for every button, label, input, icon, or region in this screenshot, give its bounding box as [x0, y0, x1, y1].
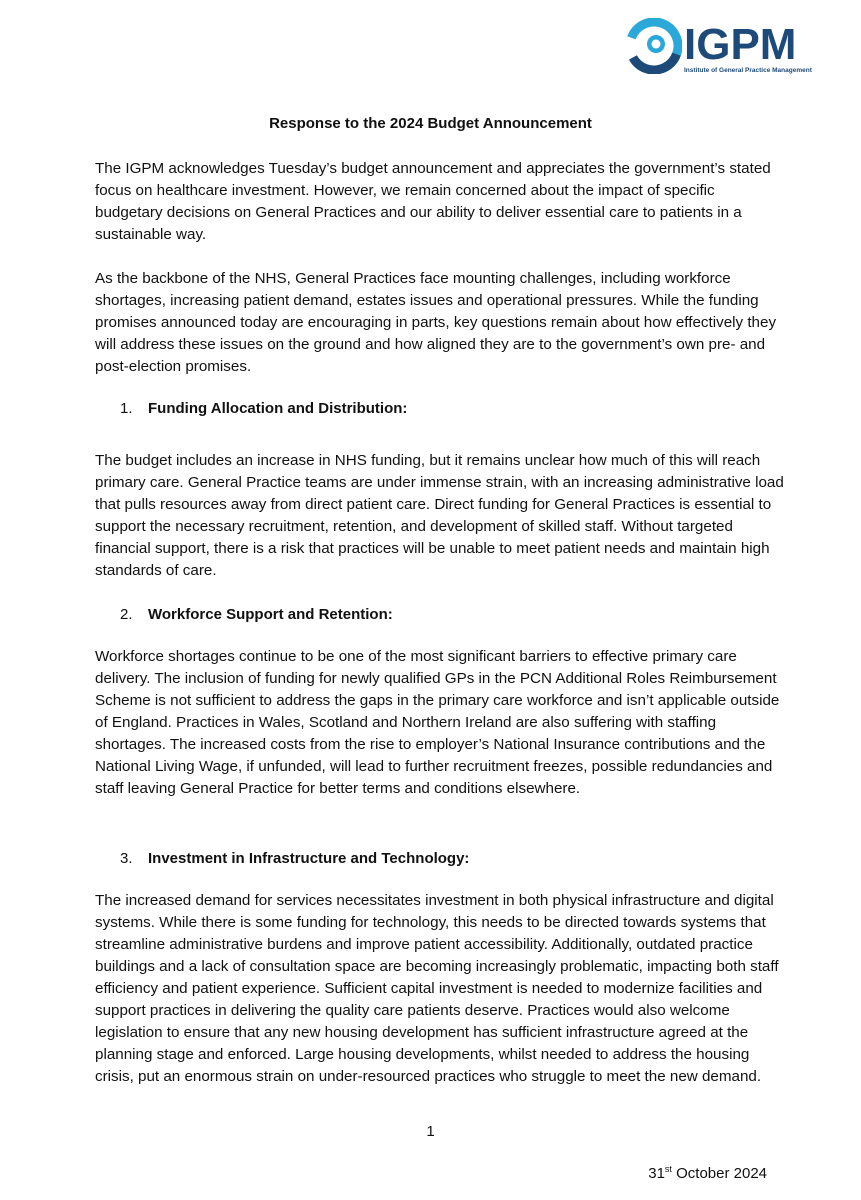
section-heading-text: Workforce Support and Retention:: [148, 606, 393, 623]
intro-paragraph-2: As the backbone of the NHS, General Practices face mounting challenges, including workforce shortages, increasing patient demand, estates issues and operational pressures. While the funding promises announced today are encouraging in parts, key questions remain about how effectively they will address these issues on the ground and how aligned they are to the government’s own pre- and post-election promises.: [95, 270, 777, 375]
page-number: 1: [426, 1123, 435, 1140]
section-heading-3: [120, 848, 469, 870]
logo-wordmark: IGPM: [684, 20, 797, 69]
section-number: 1.: [120, 400, 133, 417]
igpm-logo: [626, 18, 832, 78]
document-title: Response to the 2024 Budget Announcement: [269, 115, 592, 132]
section-heading-text: Funding Allocation and Distribution:: [148, 400, 408, 417]
igpm-swirl-icon: [626, 18, 682, 74]
section-number: 3.: [120, 850, 133, 867]
document-date: [648, 1159, 767, 1184]
date-rest: October 2024: [671, 1165, 767, 1182]
date-day: 31: [648, 1165, 665, 1182]
section-body-2: Workforce shortages continue to be one of the most significant barriers to effective primary care delivery. The inclusion of funding for newly qualified GPs in the PCN Additional Roles Reimbursement Scheme is not sufficient to address the gaps in the primary care workforce and isn’t applicable outside of England. Practices in Wales, Scotland and Northern Ireland are also suffering with staffing shortages. The increased costs from the rise to employer’s National Insurance contributions and the National Living Wage, if unfunded, will lead to further recruitment freezes, possible redundancies and staff leaving General Practice for better terms and conditions elsewhere.: [95, 648, 780, 797]
section-heading-2: [120, 604, 393, 626]
logo-subtitle: Institute of General Practice Management: [684, 67, 812, 74]
section-number: 2.: [120, 606, 133, 623]
section-heading-1: [120, 398, 407, 420]
section-heading-text: Investment in Infrastructure and Technology:: [148, 850, 470, 867]
intro-paragraph-1: The IGPM acknowledges Tuesday’s budget announcement and appreciates the government’s stated focus on healthcare investment. However, we remain concerned about the impact of specific budgetary decisions on General Practices and our ability to deliver essential care to patients in a sustainable way.: [95, 160, 771, 243]
date-suffix: st: [664, 1164, 672, 1174]
section-body-1: The budget includes an increase in NHS funding, but it remains unclear how much of this will reach primary care. General Practice teams are under immense strain, with an increasing administrative load that pulls resources away from direct patient care. Direct funding for General Practices is essential to support the necessary recruitment, retention, and development of skilled staff. Without targeted financial support, there is a risk that practices will be unable to meet patient needs and maintain high standards of care.: [95, 452, 784, 579]
section-body-3: The increased demand for services necessitates investment in both physical infrastructure and digital systems. While there is some funding for technology, this needs to be directed towards systems that streamline administrative burdens and improve patient accessibility. Additionally, outdated practice buildings and a lack of consultation space are becoming increasingly problematic, impacting both staff efficiency and patient experience. Sufficient capital investment is needed to modernize facilities and support practices in delivering the quality care patients deserve. Practices would also welcome legislation to ensure that any new housing development has sufficient infrastructure agreed at the planning stage and enforced. Large housing developments, whilst needed to address the housing crisis, put an enormous strain on under-resourced practices who struggle to meet the new demand.: [95, 892, 779, 1085]
